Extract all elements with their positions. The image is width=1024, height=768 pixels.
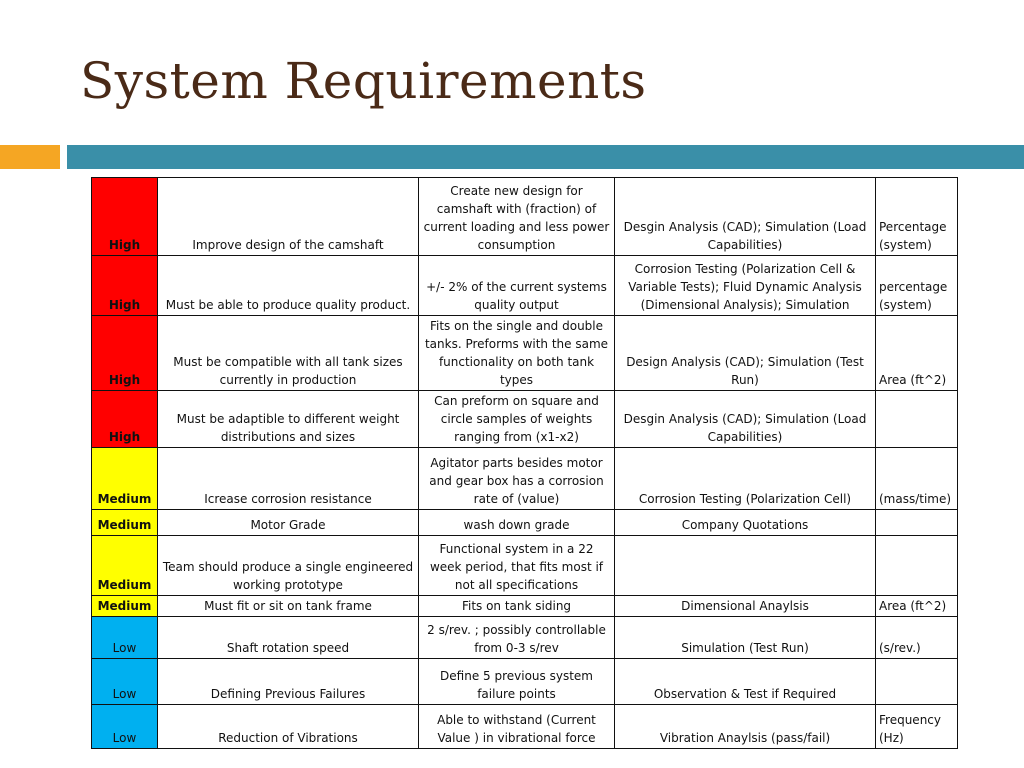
requirements-table [91,177,958,749]
accent-bar-orange [0,145,60,169]
requirement-cell: Must be able to produce quality product. [158,256,419,316]
unit-cell: Frequency (Hz) [876,705,958,749]
unit-cell [876,536,958,596]
spec-cell: Able to withstand (Current Value ) in vibrational force [419,705,615,749]
priority-cell: High [92,178,158,256]
table-row [92,316,958,391]
priority-cell: Medium [92,596,158,617]
accent-bar-teal [67,145,1024,169]
unit-cell [876,510,958,536]
table-row [92,510,958,536]
unit-cell: (s/rev.) [876,617,958,659]
unit-cell: Area (ft^2) [876,316,958,391]
priority-cell: Low [92,705,158,749]
spec-cell: +/- 2% of the current systems quality output [419,256,615,316]
spec-cell: 2 s/rev. ; possibly controllable from 0-3 s/rev [419,617,615,659]
method-cell: Company Quotations [615,510,876,536]
priority-cell: Medium [92,536,158,596]
table-row [92,659,958,705]
priority-cell: Medium [92,510,158,536]
requirement-cell: Defining Previous Failures [158,659,419,705]
table-row [92,178,958,256]
priority-cell: High [92,391,158,448]
requirement-cell: Improve design of the camshaft [158,178,419,256]
method-cell: Design Analysis (CAD); Simulation (Test Run) [615,316,876,391]
spec-cell: Define 5 previous system failure points [419,659,615,705]
requirement-cell: Must fit or sit on tank frame [158,596,419,617]
spec-cell: Create new design for camshaft with (fraction) of current loading and less power consumption [419,178,615,256]
method-cell: Corrosion Testing (Polarization Cell & Variable Tests); Fluid Dynamic Analysis (Dimensional Analysis); Simulation [615,256,876,316]
slide-title: System Requirements [80,52,647,110]
method-cell: Corrosion Testing (Polarization Cell) [615,448,876,510]
requirement-cell: Team should produce a single engineered working prototype [158,536,419,596]
priority-cell: Low [92,659,158,705]
method-cell [615,536,876,596]
method-cell: Dimensional Anaylsis [615,596,876,617]
spec-cell: wash down grade [419,510,615,536]
table-row [92,705,958,749]
requirement-cell: Reduction of Vibrations [158,705,419,749]
method-cell: Desgin Analysis (CAD); Simulation (Load Capabilities) [615,391,876,448]
table-row [92,596,958,617]
unit-cell: (mass/time) [876,448,958,510]
unit-cell: Area (ft^2) [876,596,958,617]
method-cell: Desgin Analysis (CAD); Simulation (Load Capabilities) [615,178,876,256]
spec-cell: Can preform on square and circle samples of weights ranging from (x1-x2) [419,391,615,448]
priority-cell: Low [92,617,158,659]
spec-cell: Fits on tank siding [419,596,615,617]
requirement-cell: Must be compatible with all tank sizes currently in production [158,316,419,391]
requirement-cell: Shaft rotation speed [158,617,419,659]
requirement-cell: Motor Grade [158,510,419,536]
spec-cell: Fits on the single and double tanks. Preforms with the same functionality on both tank types [419,316,615,391]
table-row [92,448,958,510]
priority-cell: High [92,256,158,316]
unit-cell [876,659,958,705]
priority-cell: High [92,316,158,391]
unit-cell: percentage (system) [876,256,958,316]
spec-cell: Functional system in a 22 week period, that fits most if not all specifications [419,536,615,596]
priority-cell: Medium [92,448,158,510]
table-row [92,536,958,596]
requirement-cell: Icrease corrosion resistance [158,448,419,510]
unit-cell [876,391,958,448]
table-row [92,617,958,659]
requirement-cell: Must be adaptible to different weight distributions and sizes [158,391,419,448]
table-row [92,391,958,448]
unit-cell: Percentage (system) [876,178,958,256]
method-cell: Vibration Anaylsis (pass/fail) [615,705,876,749]
method-cell: Observation & Test if Required [615,659,876,705]
spec-cell: Agitator parts besides motor and gear box has a corrosion rate of (value) [419,448,615,510]
method-cell: Simulation (Test Run) [615,617,876,659]
table-row [92,256,958,316]
